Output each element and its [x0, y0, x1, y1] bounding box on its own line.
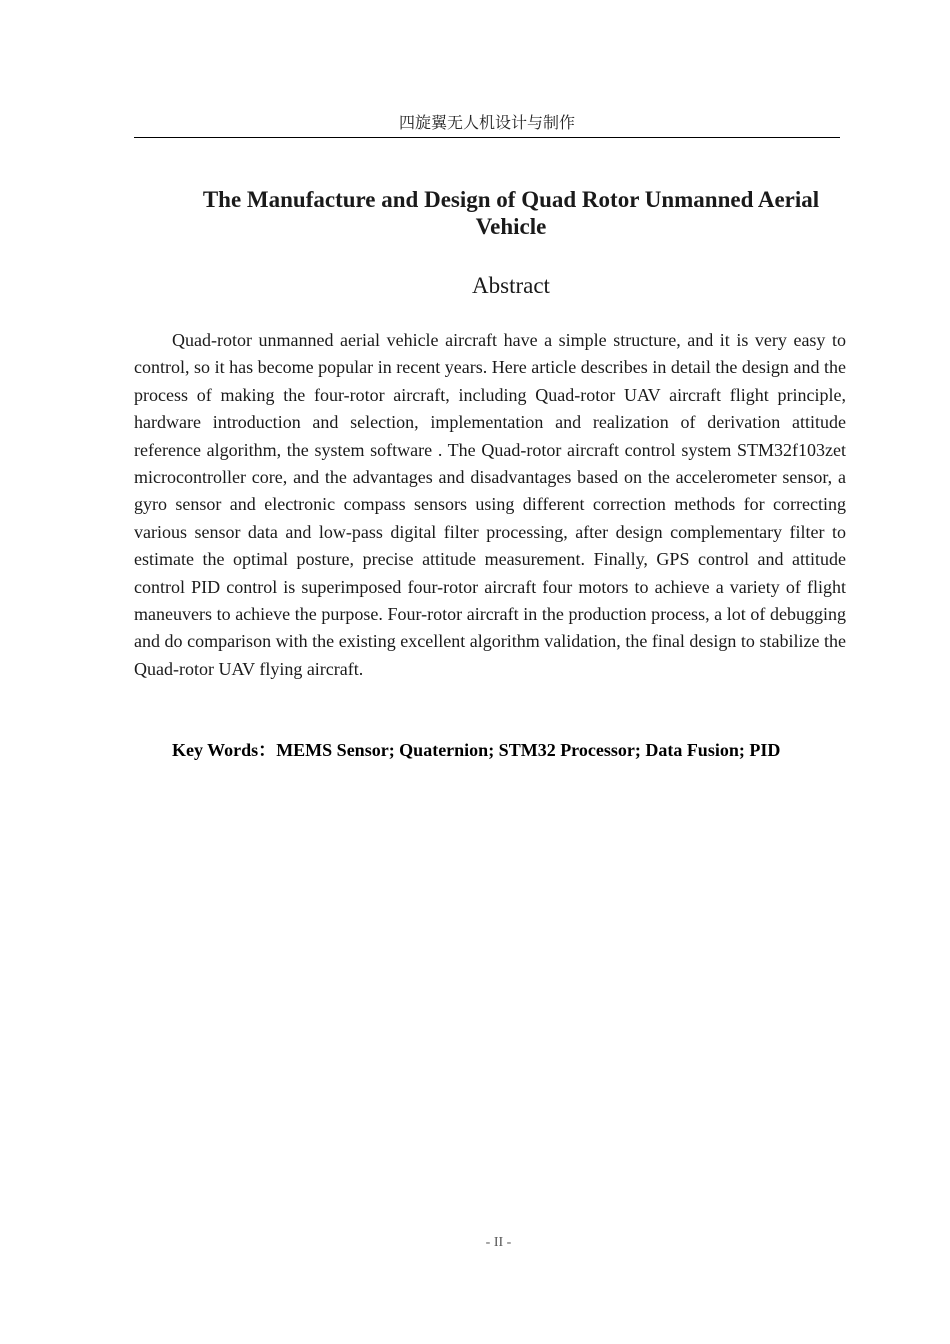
- keywords-label: Key Words：: [172, 740, 277, 760]
- abstract-paragraph: Quad-rotor unmanned aerial vehicle aircraft have a simple structure, and it is very easy to control, so it has become popular in recent years. Here article describes in detail the design and the process of making the four-rotor aircraft, including Quad-rotor UAV aircraft flight principle, hardware introduction and selection, implementation and realization of derivation attitude reference algorithm, the system software . The Quad-rotor aircraft control system STM32f103zet microcontroller core, and the advantages and disadvantages based on the accelerometer sensor, a gyro sensor and electronic compass sensors using different correction methods for correcting various sensor data and low-pass digital filter processing, after design complementary filter to estimate the optimal posture, precise attitude measurement. Finally, GPS control and attitude control PID control is superimposed four-rotor aircraft four motors to achieve a variety of flight maneuvers to achieve the purpose. Four-rotor aircraft in the production process, a lot of debugging and do comparison with the existing excellent algorithm validation, the final design to stabilize the Quad-rotor UAV flying aircraft.: [134, 330, 846, 679]
- header-divider: [134, 137, 840, 138]
- running-header: 四旋翼无人机设计与制作: [398, 113, 575, 132]
- keywords-line: [172, 737, 852, 763]
- abstract-heading: Abstract: [472, 273, 550, 298]
- document-title: The Manufacture and Design of Quad Rotor Unmanned Aerial Vehicle: [202, 187, 820, 239]
- keywords-list: MEMS Sensor; Quaternion; STM32 Processor; Data Fusion; PID: [276, 740, 781, 760]
- page-number: - II -: [485, 1235, 512, 1250]
